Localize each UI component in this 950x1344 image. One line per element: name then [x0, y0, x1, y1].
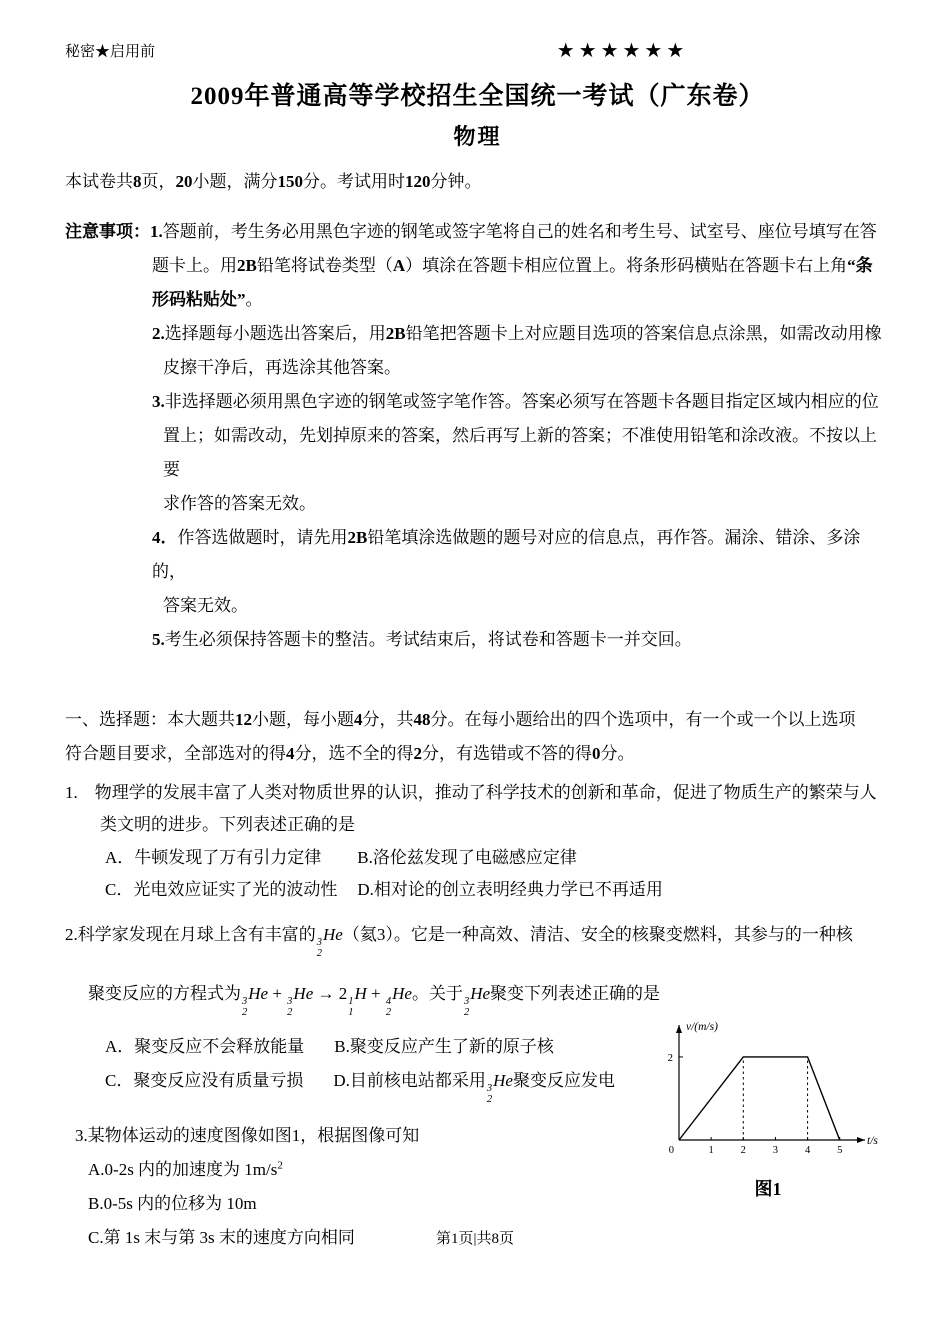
text-span: 聚变反应的方程式为: [88, 984, 241, 1004]
text-span: 聚变下列表述正确的是: [490, 984, 661, 1004]
security-classification: 秘密★启用前: [65, 44, 156, 60]
text-span: 皮擦干净后，再选涂其他答案。: [163, 358, 401, 377]
text-span: 注意事项：: [65, 222, 150, 241]
text-span: “条: [847, 256, 873, 275]
text-span: A．聚变反应不会释放能量: [105, 1037, 305, 1057]
text-span: C．光电效应证实了光的波动性: [105, 879, 338, 899]
text-span: 铅笔将试卷类型（: [256, 256, 393, 275]
text-span: 答题前，考生务必用黑色字迹的钢笔或签字笔将自己的姓名和考生号、试室号、座位号填写在答: [162, 222, 877, 241]
text-span: 小题，每小题: [252, 710, 354, 729]
text-span: 一、选择题：本大题共: [65, 710, 235, 729]
notice-item-2-line-2: [163, 351, 890, 385]
top-line: [65, 38, 890, 64]
notice-item-5: [152, 623, 890, 657]
velocity-time-chart: [645, 1018, 885, 1168]
nuclide-mass-charge-scripts: 1 1: [348, 996, 354, 1019]
exam-title: 2009年普通高等学校招生全国统一考试（广东卷）: [190, 83, 765, 110]
text-span: 2B: [385, 324, 406, 343]
text-span: 1. 物理学的发展丰富了人类对物质世界的认识，推动了科学技术的创新和革命，促进了物质生产的繁荣与人: [65, 783, 877, 802]
text-span: D.相对论的创立表明经典力学已不再适用: [357, 879, 663, 899]
svg-text:2: 2: [667, 1051, 673, 1064]
text-span: 4: [286, 744, 295, 763]
text-span: He: [493, 1071, 513, 1091]
section-one-line-1: [65, 703, 890, 737]
text-span: +: [268, 984, 287, 1004]
subject-title: 物理: [453, 124, 502, 149]
notice-item-4-line-1: [152, 521, 890, 589]
svg-text:4: 4: [804, 1145, 811, 1156]
text-span: 2.: [152, 324, 165, 343]
svg-text:3: 3: [772, 1145, 779, 1156]
text-span: 非选择题必须用黑色字迹的钢笔或签字笔作答。答案必须写在答题卡各题目指定区域内相应的位: [164, 392, 879, 411]
nuclide-mass-charge-scripts: 3 2: [242, 996, 248, 1019]
question-1: [65, 777, 890, 906]
text-span: 求作答的答案无效。: [163, 494, 316, 513]
text-span: +: [366, 984, 385, 1004]
text-span: 题卡上。用: [152, 256, 237, 275]
text-span: 120: [405, 172, 431, 191]
text-span: He: [293, 984, 314, 1004]
text-span: 作答选做题时，请先用: [177, 528, 348, 547]
text-span: He: [470, 984, 491, 1004]
text-span: 分。: [600, 744, 635, 763]
text-span: He: [323, 925, 343, 945]
text-span: 3.某物体运动的速度图像如图1，根据图像可知: [75, 1126, 420, 1146]
nuclide-mass-charge-scripts: 3 2: [486, 1083, 493, 1106]
text-span: 5.: [152, 630, 165, 649]
question-2-stem-line-1: [65, 918, 890, 959]
text-span: 符合题目要求，全部选对的得: [65, 744, 286, 763]
text-span: ）填涂在答题卡相应位置上。将条形码横贴在答题卡右上角: [405, 256, 848, 275]
text-span: 2: [413, 744, 422, 763]
notice-item-1-line-1: [65, 215, 890, 249]
text-span: 1.: [150, 222, 163, 241]
notice-item-1-line-2: [152, 249, 890, 283]
svg-text:2: 2: [740, 1145, 746, 1156]
text-span: 分。在每小题给出的四个选项中，有一个或一个以上选项: [430, 710, 856, 729]
text-span: 分，选不全的得: [294, 744, 414, 763]
svg-text:t/s: t/s: [867, 1135, 878, 1147]
text-span: B.0-5s 内的位移为 10m: [88, 1194, 257, 1214]
notice-section: [65, 215, 890, 657]
text-span: 2B: [347, 528, 368, 547]
question-1-options-ab: [105, 842, 890, 874]
nuclide-mass-charge-scripts: 3 2: [287, 996, 293, 1019]
text-span: 分，有选错或不答的得: [422, 744, 592, 763]
svg-text:1: 1: [708, 1145, 714, 1156]
text-span: 48: [413, 710, 431, 729]
nuclide-mass-charge-scripts: 3 2: [463, 996, 470, 1019]
nuclide-mass-charge-scripts: 4 2: [385, 996, 392, 1019]
text-span: 150: [277, 172, 303, 191]
text-span: 0: [592, 744, 601, 763]
question-2-stem-line-2: [88, 977, 890, 1018]
svg-text:v/(m/s): v/(m/s): [686, 1021, 718, 1033]
superscript: 2: [277, 1159, 283, 1172]
text-span: 形码粘贴处”: [152, 290, 246, 309]
notice-item-2-line-1: [152, 317, 890, 351]
text-span: 20: [175, 172, 193, 191]
text-span: B.洛伦兹发现了电磁感应定律: [357, 847, 577, 867]
text-span: 4．: [152, 528, 178, 547]
text-span: 分钟。: [430, 172, 482, 191]
figure-1-velocity-graph: [645, 1018, 891, 1201]
text-span: 铅笔把答题卡上对应题目选项的答案信息点涂黑，如需改动用橡: [405, 324, 882, 343]
text-span: 聚变反应发电: [512, 1071, 615, 1091]
text-span: 。: [245, 290, 263, 309]
stars-decoration: ★★★★★★: [556, 40, 689, 62]
text-span: 页，: [141, 172, 176, 191]
figure-1-caption: 图1: [754, 1179, 782, 1199]
notice-item-3-line-2: [163, 419, 890, 487]
text-span: 类文明的进步。下列表述正确的是: [100, 815, 355, 835]
notice-item-3-line-3: [163, 487, 890, 521]
exam-info: [65, 165, 890, 199]
text-span: 本试卷共: [65, 172, 133, 191]
text-span: 分。考试用时: [303, 172, 405, 191]
question-1-stem-line-1: [65, 777, 890, 809]
text-span: 2.科学家发现在月球上含有丰富的: [65, 925, 316, 945]
text-span: C.第 1s 末与第 3s 末的速度方向相同: [88, 1228, 355, 1248]
text-span: 3.: [152, 392, 165, 411]
text-span: 选择题每小题选出答案后，用: [164, 324, 386, 343]
text-span: 答案无效。: [163, 596, 248, 615]
section-one-line-2: [65, 737, 890, 771]
text-span: B.聚变反应产生了新的原子核: [334, 1037, 554, 1057]
text-span: 小题，满分: [192, 172, 278, 191]
notice-item-1-line-3: [152, 283, 890, 317]
text-span: 分，共: [362, 710, 414, 729]
text-span: 2B: [237, 256, 257, 275]
text-span: → 2: [313, 984, 348, 1004]
page-footer: 第1页|共8页: [435, 1231, 514, 1247]
text-span: D.目前核电站都采用: [333, 1071, 486, 1091]
text-span: 考生必须保持答题卡的整洁。考试结束后，将试卷和答题卡一并交回。: [164, 630, 692, 649]
question-1-options-cd: [105, 874, 890, 906]
text-span: 置上；如需改动，先划掉原来的答案，然后再写上新的答案；不准使用铅笔和涂改液。不按以上要: [163, 426, 877, 479]
svg-text:0: 0: [668, 1145, 674, 1156]
nuclide-mass-charge-scripts: 3 2: [316, 937, 322, 960]
question-1-stem-line-2: [100, 809, 890, 841]
text-span: 铅笔填涂选做题的题号对应的信息点，再作答。漏涂、错涂、多涂的，: [152, 528, 861, 581]
text-span: He: [392, 984, 412, 1004]
text-span: C．聚变反应没有质量亏损: [105, 1071, 304, 1091]
text-span: A.0-2s 内的加速度为 $1m/s^2$: [88, 1159, 283, 1180]
svg-text:5: 5: [837, 1145, 843, 1156]
notice-item-3-line-1: [152, 385, 890, 419]
text-span: A．牛顿发现了万有引力定律: [105, 847, 322, 867]
text-span: （氦3）。它是一种高效、清洁、安全的核聚变燃料，其参与的一种核: [342, 925, 853, 945]
exam-info-line: [65, 165, 890, 199]
text-span: 8: [133, 172, 142, 191]
text-span: He: [248, 984, 269, 1004]
section-one-heading: [65, 703, 890, 771]
text-span: 4: [354, 710, 363, 729]
text-span: 。关于: [411, 984, 463, 1004]
text-span: 12: [235, 710, 252, 729]
text-span: H: [354, 984, 367, 1004]
notice-item-4-line-2: [163, 589, 890, 623]
text-span: A: [392, 256, 406, 275]
